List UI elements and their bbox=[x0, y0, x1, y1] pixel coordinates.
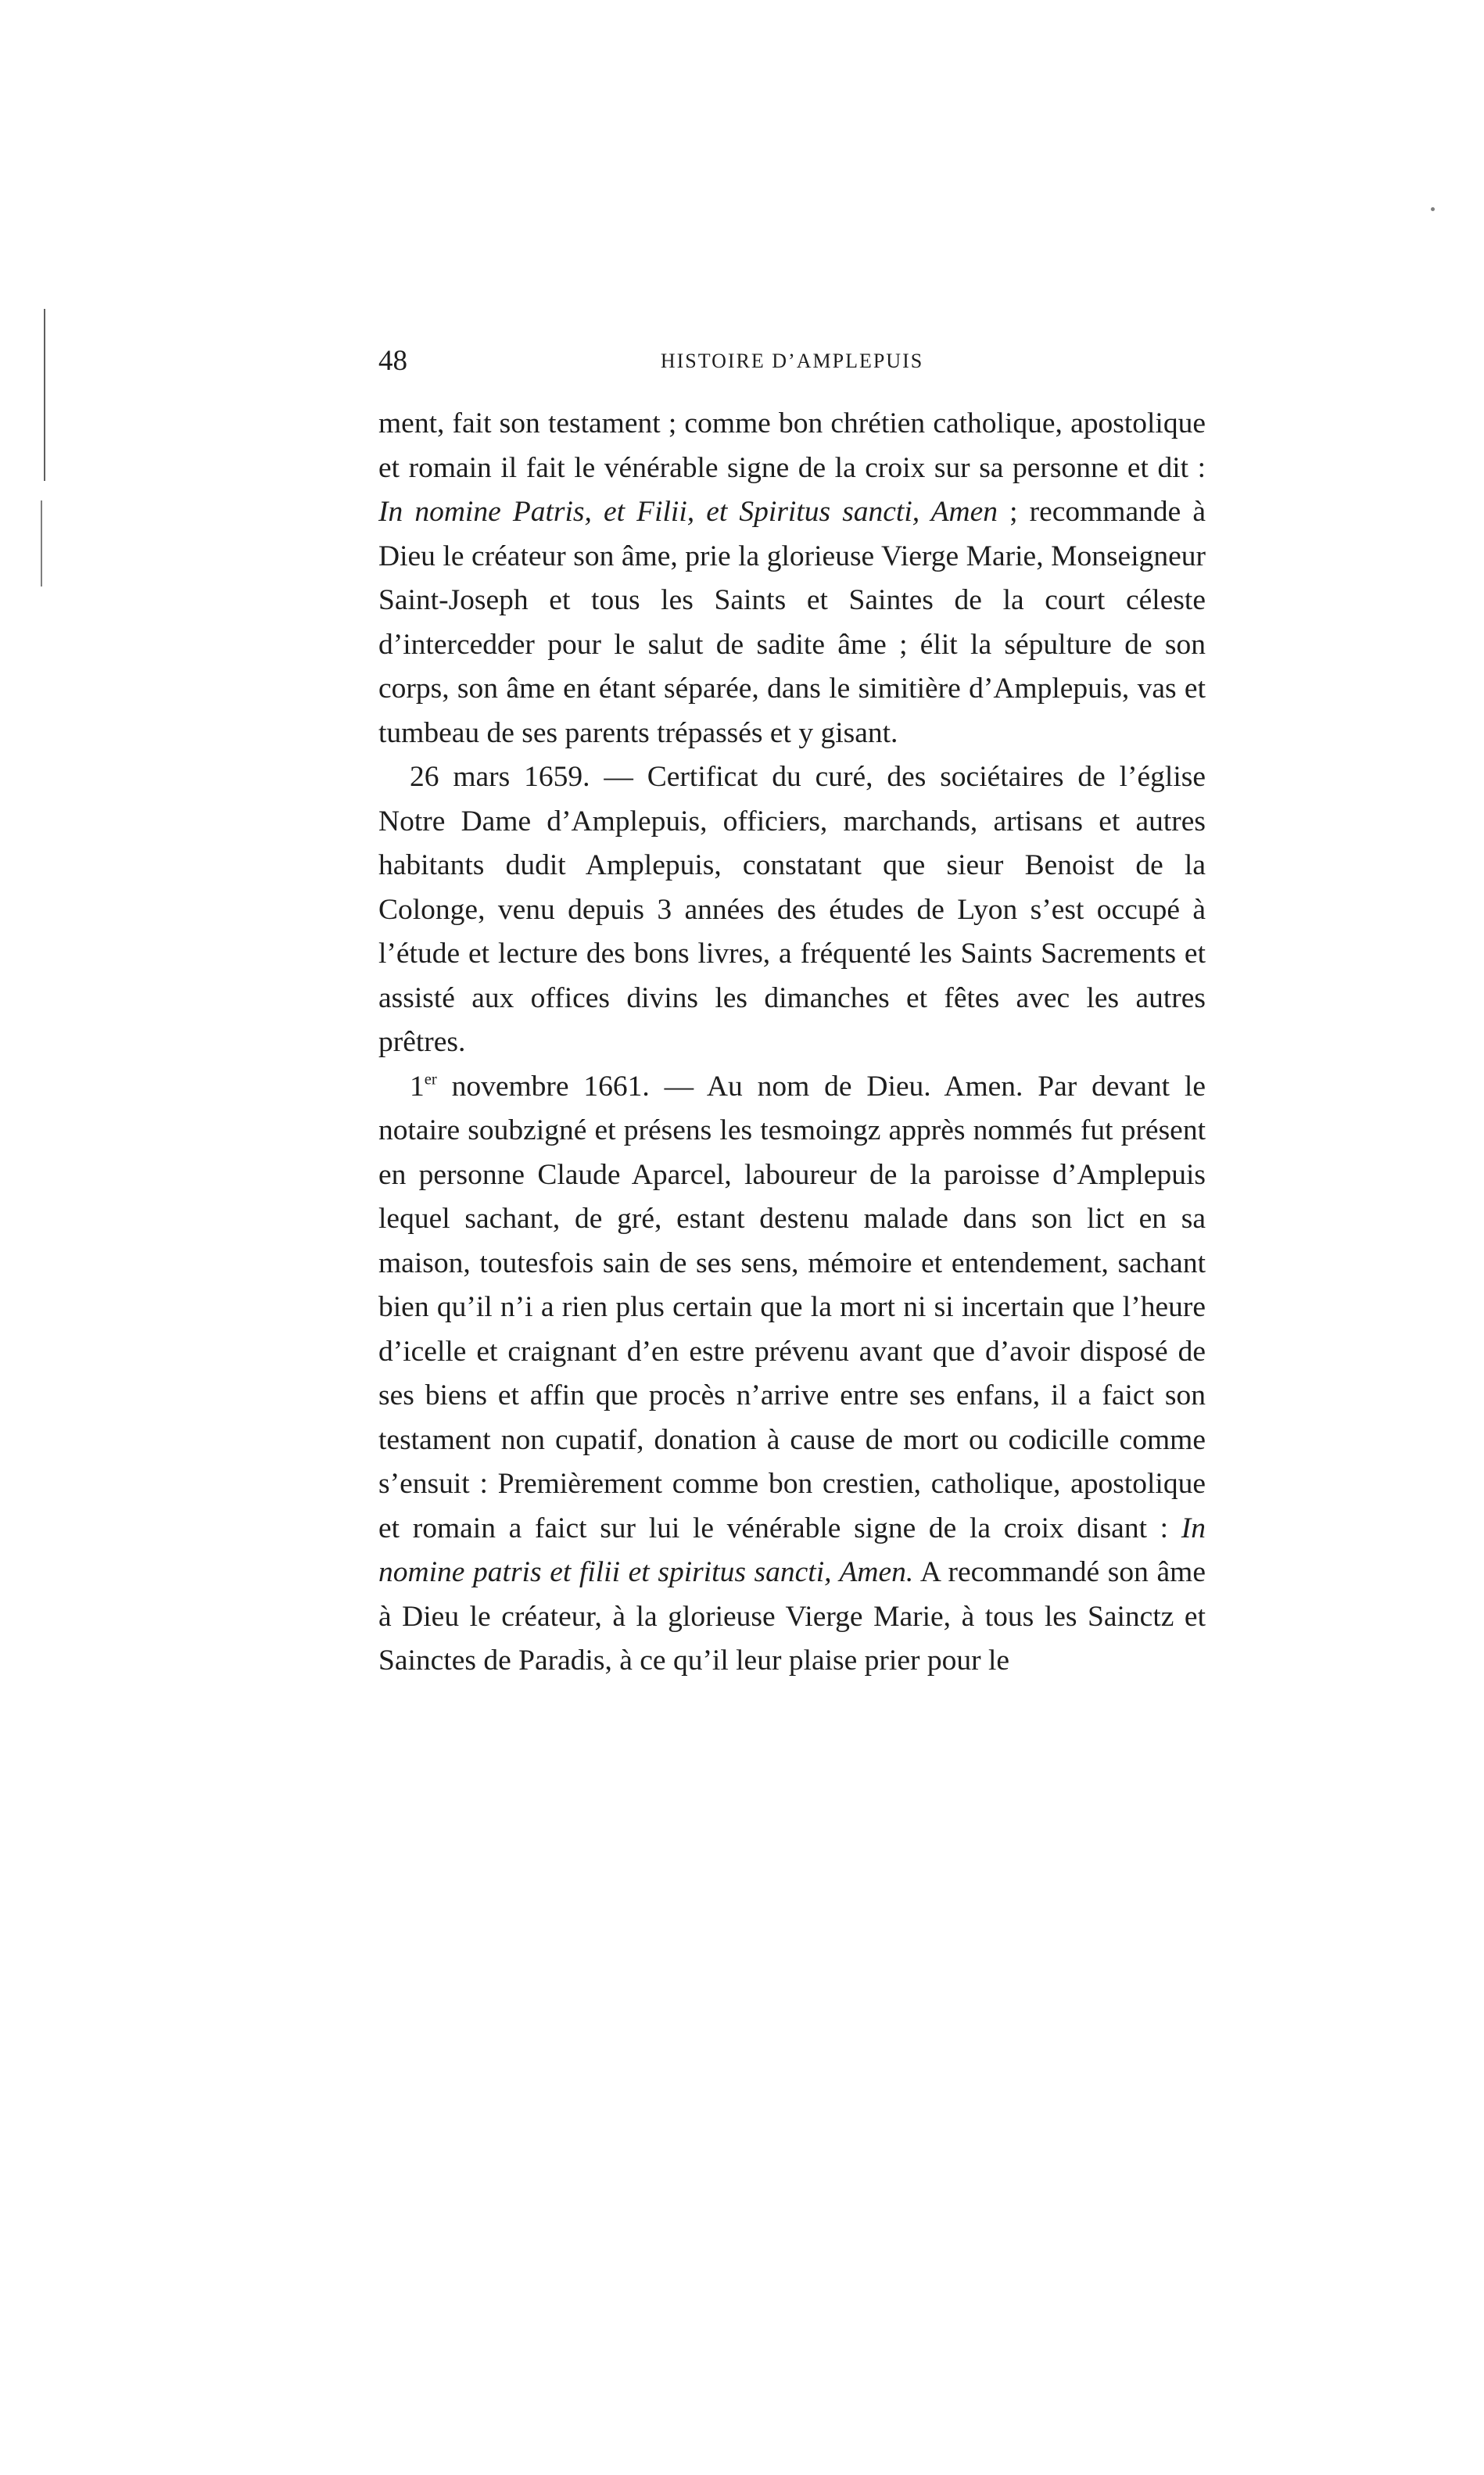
page-body bbox=[378, 402, 1206, 1684]
paragraph bbox=[378, 402, 1206, 755]
text-run: ment, fait son testament ; comme bon chrétien catholique, apostolique et romain il fait le vénérable signe de la croix sur sa personne et dit : bbox=[378, 407, 1206, 484]
text-run: 1 bbox=[410, 1070, 425, 1103]
paragraph bbox=[378, 1065, 1206, 1684]
scan-margin-line bbox=[41, 500, 42, 586]
latin-invocation: In nomine Patris, et Filii, et Spiritus sancti, Amen bbox=[378, 496, 998, 528]
text-run: 26 mars 1659. — Certificat du curé, des sociétaires de l’église Notre Dame d’Amplepuis, officiers, marchands, artisans et autres habitants dudit Amplepuis, constatant que sieur Benoist de la Colonge, venu depuis 3 années des études de Lyon s’est occupé à l’étude et lecture des bons livres, a fréquenté les Saints Sacrements et assisté aux offices divins les dimanches et fêtes avec les autres prêtres. bbox=[378, 761, 1206, 1058]
text-run: ; recommande à Dieu le créateur son âme, prie la glorieuse Vierge Marie, Monseigneur Saint-Joseph et tous les Saints et Saintes de la court céleste d’intercedder pour le salut de sadite âme ; élit la sépulture de son corps, son âme en étant séparée, dans le simitière d’Amplepuis, vas et tumbeau de ses parents trépassés et y gisant. bbox=[378, 496, 1206, 749]
latin-invocation: In nomine patris et filii et spiritus sancti, Amen. bbox=[378, 1512, 1206, 1588]
running-title: HISTOIRE D’AMPLEPUIS bbox=[660, 350, 924, 372]
scan-margin-line bbox=[44, 309, 45, 481]
text-run: A recommandé son âme à Dieu le créateur, à la glorieuse Vierge Marie, à tous les Sainctz et Sainctes de Paradis, à ce qu’il leur plaise prier pour le bbox=[378, 1556, 1206, 1677]
paragraph bbox=[378, 755, 1206, 1065]
page-number: 48 bbox=[378, 345, 407, 377]
ordinal-superscript: er bbox=[424, 1071, 437, 1089]
scan-speck bbox=[1431, 207, 1435, 211]
page-header bbox=[378, 338, 1206, 385]
text-run: novembre 1661. — Au nom de Dieu. Amen. Par devant le notaire soubzigné et présens les tesmoingz apprès nommés fut présent en personne Claude Aparcel, laboureur de la paroisse d’Amplepuis lequel sachant, de gré, estant destenu malade dans son lict en sa maison, toutesfois sain de ses sens, mémoire et entendement, sachant bien qu’il n’i a rien plus certain que la mort ni si incertain que l’heure d’icelle et craignant d’en estre prévenu avant que d’avoir disposé de ses biens et affin que procès n’arrive entre ses enfans, il a faict son testament non cupatif, donation à cause de mort ou codicille comme s’ensuit : Premièrement comme bon crestien, catholique, apostolique et romain a faict sur lui le vénérable signe de la croix disant : bbox=[378, 1070, 1206, 1544]
